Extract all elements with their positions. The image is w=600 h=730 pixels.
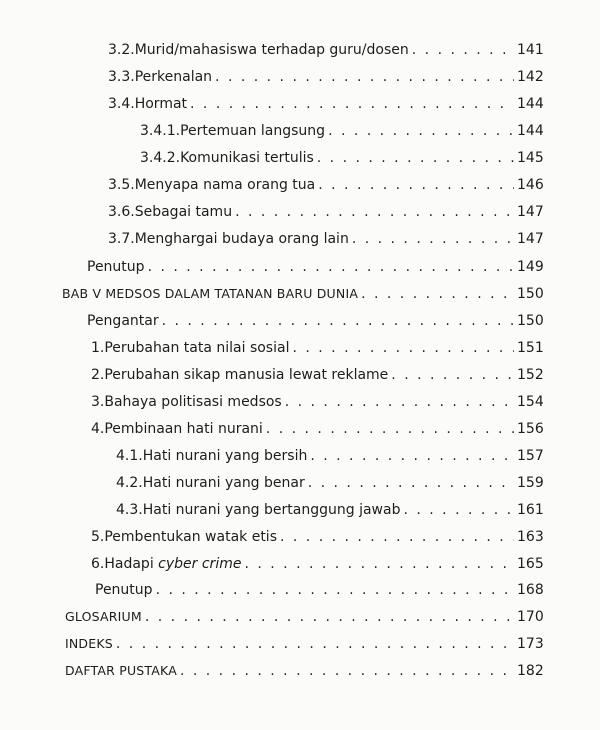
toc-entry-number: 4.1. <box>116 448 143 464</box>
toc-entry-number: 3.4.1. <box>140 123 181 139</box>
toc-entry-title: Hormat <box>134 96 188 112</box>
toc-entry-page: 156 <box>517 421 544 437</box>
toc-entry-page: 144 <box>517 123 544 139</box>
toc-entry-title: Menyapa nama orang tua <box>134 177 316 193</box>
toc-entry <box>140 120 543 142</box>
dot-leader <box>317 147 514 169</box>
toc-entry-page: 144 <box>517 96 544 112</box>
toc-entry-page: 154 <box>517 394 544 410</box>
toc-entry-title: Pembinaan hati nurani <box>104 421 263 437</box>
toc-entry-page: 173 <box>517 636 544 652</box>
toc-entry-number: 5. <box>91 529 105 545</box>
toc-entry <box>91 418 543 440</box>
dot-leader <box>190 93 514 115</box>
toc-entry-page: 168 <box>517 582 544 598</box>
toc-entry <box>87 256 543 278</box>
toc-entry-title: Penutup <box>95 582 153 598</box>
toc-entry-number: 2. <box>91 367 105 383</box>
toc-entry-number: 3.4. <box>108 96 135 112</box>
toc-entry-page: 165 <box>517 556 544 572</box>
toc-entry <box>91 337 543 359</box>
dot-leader <box>266 418 514 440</box>
toc-entry-page: 145 <box>517 150 544 166</box>
toc-entry <box>95 579 543 601</box>
toc-entry-number: 3.5. <box>108 177 135 193</box>
toc-entry-title: Hati nurani yang bertanggung jawab <box>142 502 401 518</box>
toc-entry-title: Hadapi cyber crime <box>104 556 242 572</box>
dot-leader <box>352 228 514 250</box>
toc-entry-number: 3.6. <box>108 204 135 220</box>
dot-leader <box>148 256 514 278</box>
toc-entry <box>140 147 543 169</box>
toc-entry-title: Perubahan sikap manusia lewat reklame <box>104 367 389 383</box>
dot-leader <box>310 445 514 467</box>
toc-entry <box>116 445 543 467</box>
toc-entry <box>116 472 543 494</box>
toc-entry <box>116 499 543 521</box>
toc-entry <box>108 201 543 223</box>
toc-entry-title: Hati nurani yang bersih <box>142 448 308 464</box>
dot-leader <box>403 499 514 521</box>
toc-entry <box>91 553 543 575</box>
toc-entry-title: Menghargai budaya orang lain <box>134 231 349 247</box>
dot-leader <box>235 201 514 223</box>
dot-leader <box>180 660 514 682</box>
toc-entry-title-italic: cyber crime <box>158 556 242 572</box>
toc-entry <box>91 364 543 386</box>
toc-entry-page: 150 <box>517 313 544 329</box>
toc-entry-title: Sebagai tamu <box>134 204 233 220</box>
dot-leader <box>162 310 514 332</box>
dot-leader <box>285 391 514 413</box>
dot-leader <box>292 337 514 359</box>
dot-leader <box>308 472 514 494</box>
toc-entry <box>108 93 543 115</box>
dot-leader <box>215 66 514 88</box>
dot-leader <box>328 120 514 142</box>
toc-entry <box>91 526 543 548</box>
toc-entry-number: 4.3. <box>116 502 143 518</box>
dot-leader <box>116 633 514 655</box>
dot-leader <box>280 526 514 548</box>
toc-entry-number: 6. <box>91 556 105 572</box>
toc-section-heading <box>65 660 543 682</box>
dot-leader <box>412 39 514 61</box>
toc-entry-title: Murid/mahasiswa terhadap guru/dosen <box>134 42 409 58</box>
toc-entry-number: 3. <box>91 394 105 410</box>
toc-chapter-heading <box>62 283 543 305</box>
toc-entry-number: 3.7. <box>108 231 135 247</box>
dot-leader <box>318 174 514 196</box>
toc-entry-title: BAB V MEDSOS DALAM TATANAN BARU DUNIA <box>62 286 359 301</box>
toc-entry <box>91 391 543 413</box>
toc-entry <box>108 174 543 196</box>
toc-section-heading <box>65 633 543 655</box>
toc-entry-title: Bahaya politisasi medsos <box>104 394 282 410</box>
toc-entry-title: Hati nurani yang benar <box>142 475 305 491</box>
toc-entry-page: 141 <box>517 42 544 58</box>
toc-entry-title: DAFTAR PUSTAKA <box>65 663 177 678</box>
toc-entry <box>87 310 543 332</box>
toc-entry-title: Perkenalan <box>134 69 213 85</box>
toc-entry-number: 3.3. <box>108 69 135 85</box>
toc-entry-page: 150 <box>517 286 544 302</box>
dot-leader <box>244 553 514 575</box>
dot-leader <box>145 606 514 628</box>
toc-entry-page: 147 <box>517 231 544 247</box>
toc-entry-page: 159 <box>517 475 544 491</box>
toc-entry-page: 161 <box>517 502 544 518</box>
toc-entry-number: 3.4.2. <box>140 150 181 166</box>
toc-entry-page: 152 <box>517 367 544 383</box>
toc-entry-page: 147 <box>517 204 544 220</box>
toc-entry-title: GLOSARIUM <box>65 609 142 624</box>
toc-section-heading <box>65 606 543 628</box>
toc-entry-page: 163 <box>517 529 544 545</box>
toc-entry-number: 3.2. <box>108 42 135 58</box>
toc-entry-page: 170 <box>517 609 544 625</box>
toc-entry-title: Pertemuan langsung <box>180 123 326 139</box>
toc-entry-title: Perubahan tata nilai sosial <box>104 340 290 356</box>
toc-entry <box>108 39 543 61</box>
toc-entry-page: 157 <box>517 448 544 464</box>
toc-entry-number: 4.2. <box>116 475 143 491</box>
toc-entry-page: 151 <box>517 340 544 356</box>
toc-entry <box>108 228 543 250</box>
toc-entry-title: INDEKS <box>65 636 113 651</box>
toc-entry-page: 182 <box>517 663 544 679</box>
dot-leader <box>391 364 514 386</box>
toc-entry-title: Pembentukan watak etis <box>104 529 277 545</box>
dot-leader <box>361 283 514 305</box>
toc-entry-title: Pengantar <box>87 313 159 329</box>
toc-entry-number: 4. <box>91 421 105 437</box>
toc-entry-page: 142 <box>517 69 544 85</box>
toc-entry-page: 149 <box>517 259 544 275</box>
dot-leader <box>156 579 514 601</box>
toc-entry-title: Penutup <box>87 259 145 275</box>
toc-entry-page: 146 <box>517 177 544 193</box>
toc-entry <box>108 66 543 88</box>
toc-entry-number: 1. <box>91 340 105 356</box>
toc-entry-title: Komunikasi tertulis <box>180 150 314 166</box>
